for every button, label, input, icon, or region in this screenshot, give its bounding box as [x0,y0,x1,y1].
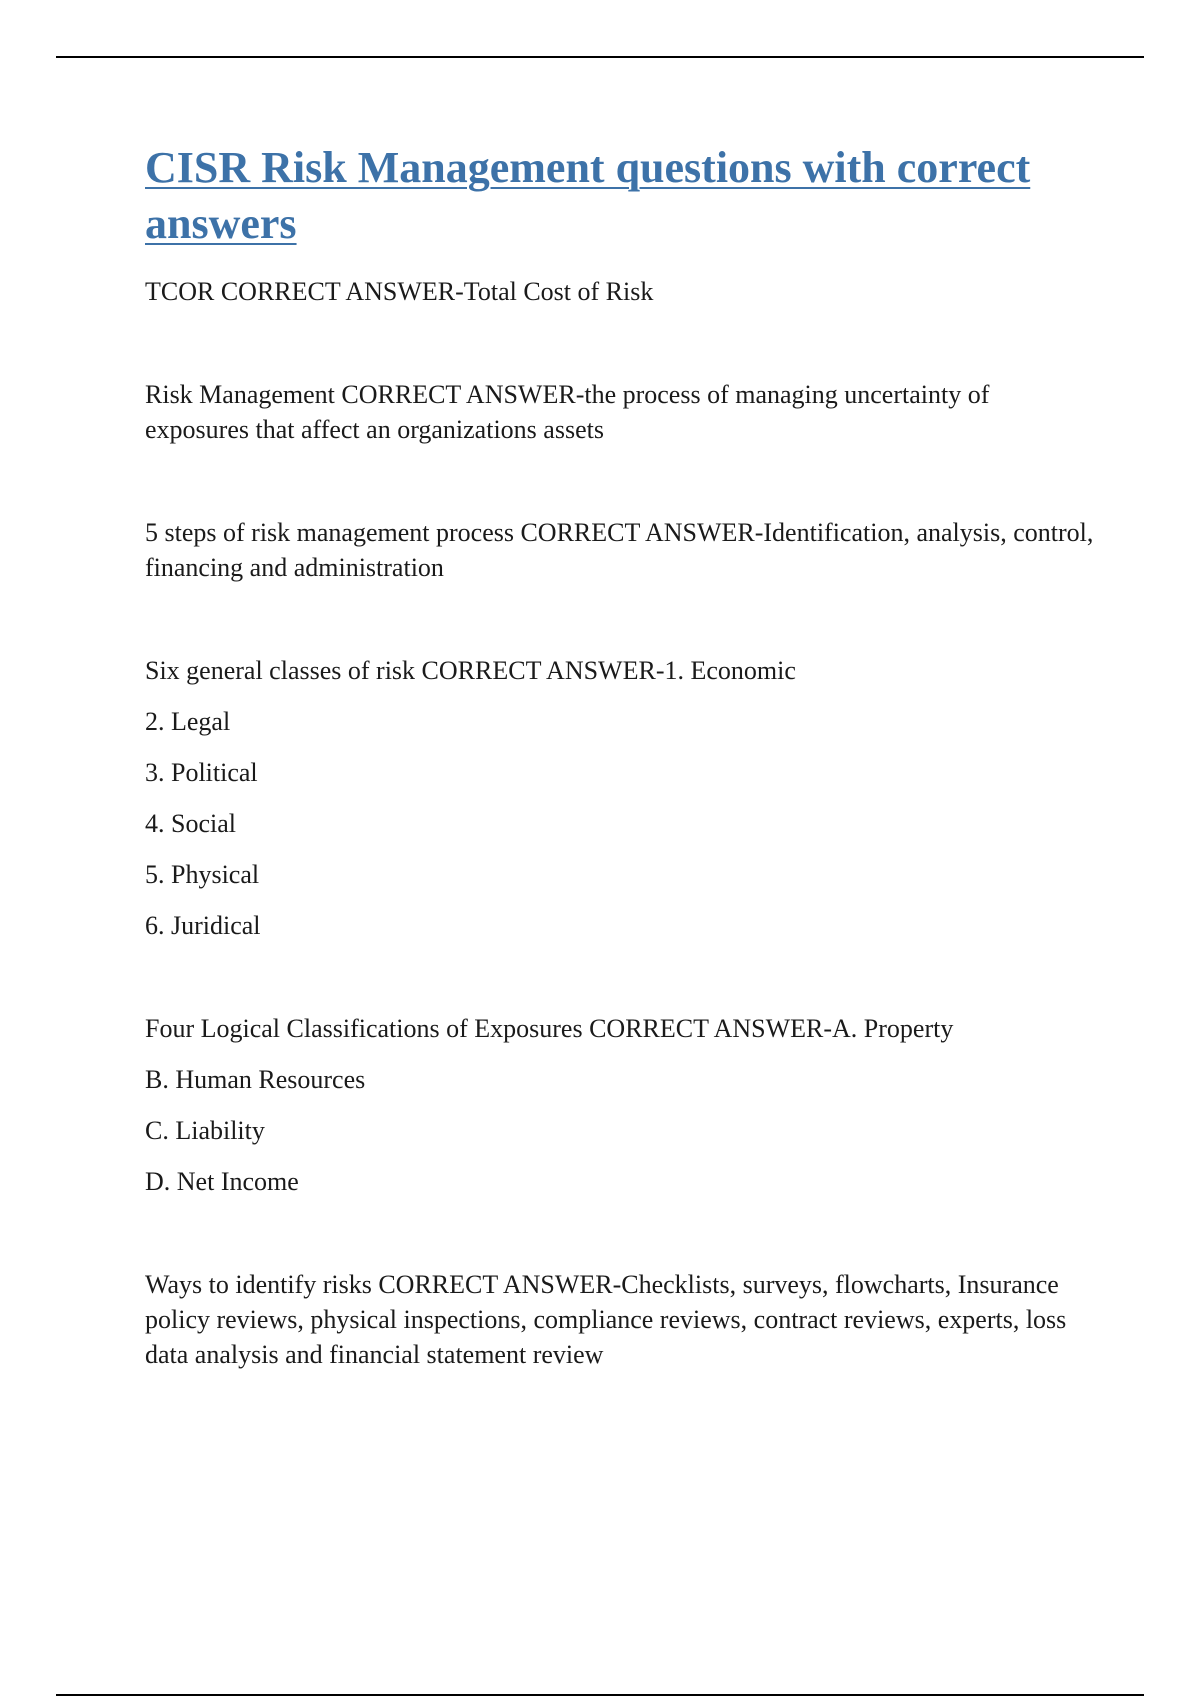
header-rule [56,56,1144,58]
qa-risk-management: Risk Management CORRECT ANSWER-the process of managing uncertainty of exposures that affect an organizations assets [145,380,990,444]
document-title[interactable]: CISR Risk Management questions with correct answers [145,143,1031,248]
list-item: 2. Legal [145,707,231,736]
qa-tcor: TCOR CORRECT ANSWER-Total Cost of Risk [145,277,654,306]
qa-six-classes: Six general classes of risk CORRECT ANSWER-1. Economic [145,656,796,685]
footer-rule [56,1694,1144,1696]
list-item: 6. Juridical [145,911,261,940]
list-item: D. Net Income [145,1167,299,1196]
qa-four-classifications: Four Logical Classifications of Exposures CORRECT ANSWER-A. Property [145,1014,954,1043]
list-item: 3. Political [145,758,258,787]
qa-five-steps: 5 steps of risk management process CORRECT ANSWER-Identification, analysis, control, financing and administration [145,518,1094,582]
list-item: C. Liability [145,1116,265,1145]
list-item: 5. Physical [145,860,260,889]
qa-identify-risks: Ways to identify risks CORRECT ANSWER-Checklists, surveys, flowcharts, Insurance policy reviews, physical inspections, compliance reviews, contract reviews, experts, loss data analysis and financial statement review [145,1270,1067,1369]
list-item: 4. Social [145,809,236,838]
document-body [145,140,1095,1372]
list-item: B. Human Resources [145,1065,366,1094]
